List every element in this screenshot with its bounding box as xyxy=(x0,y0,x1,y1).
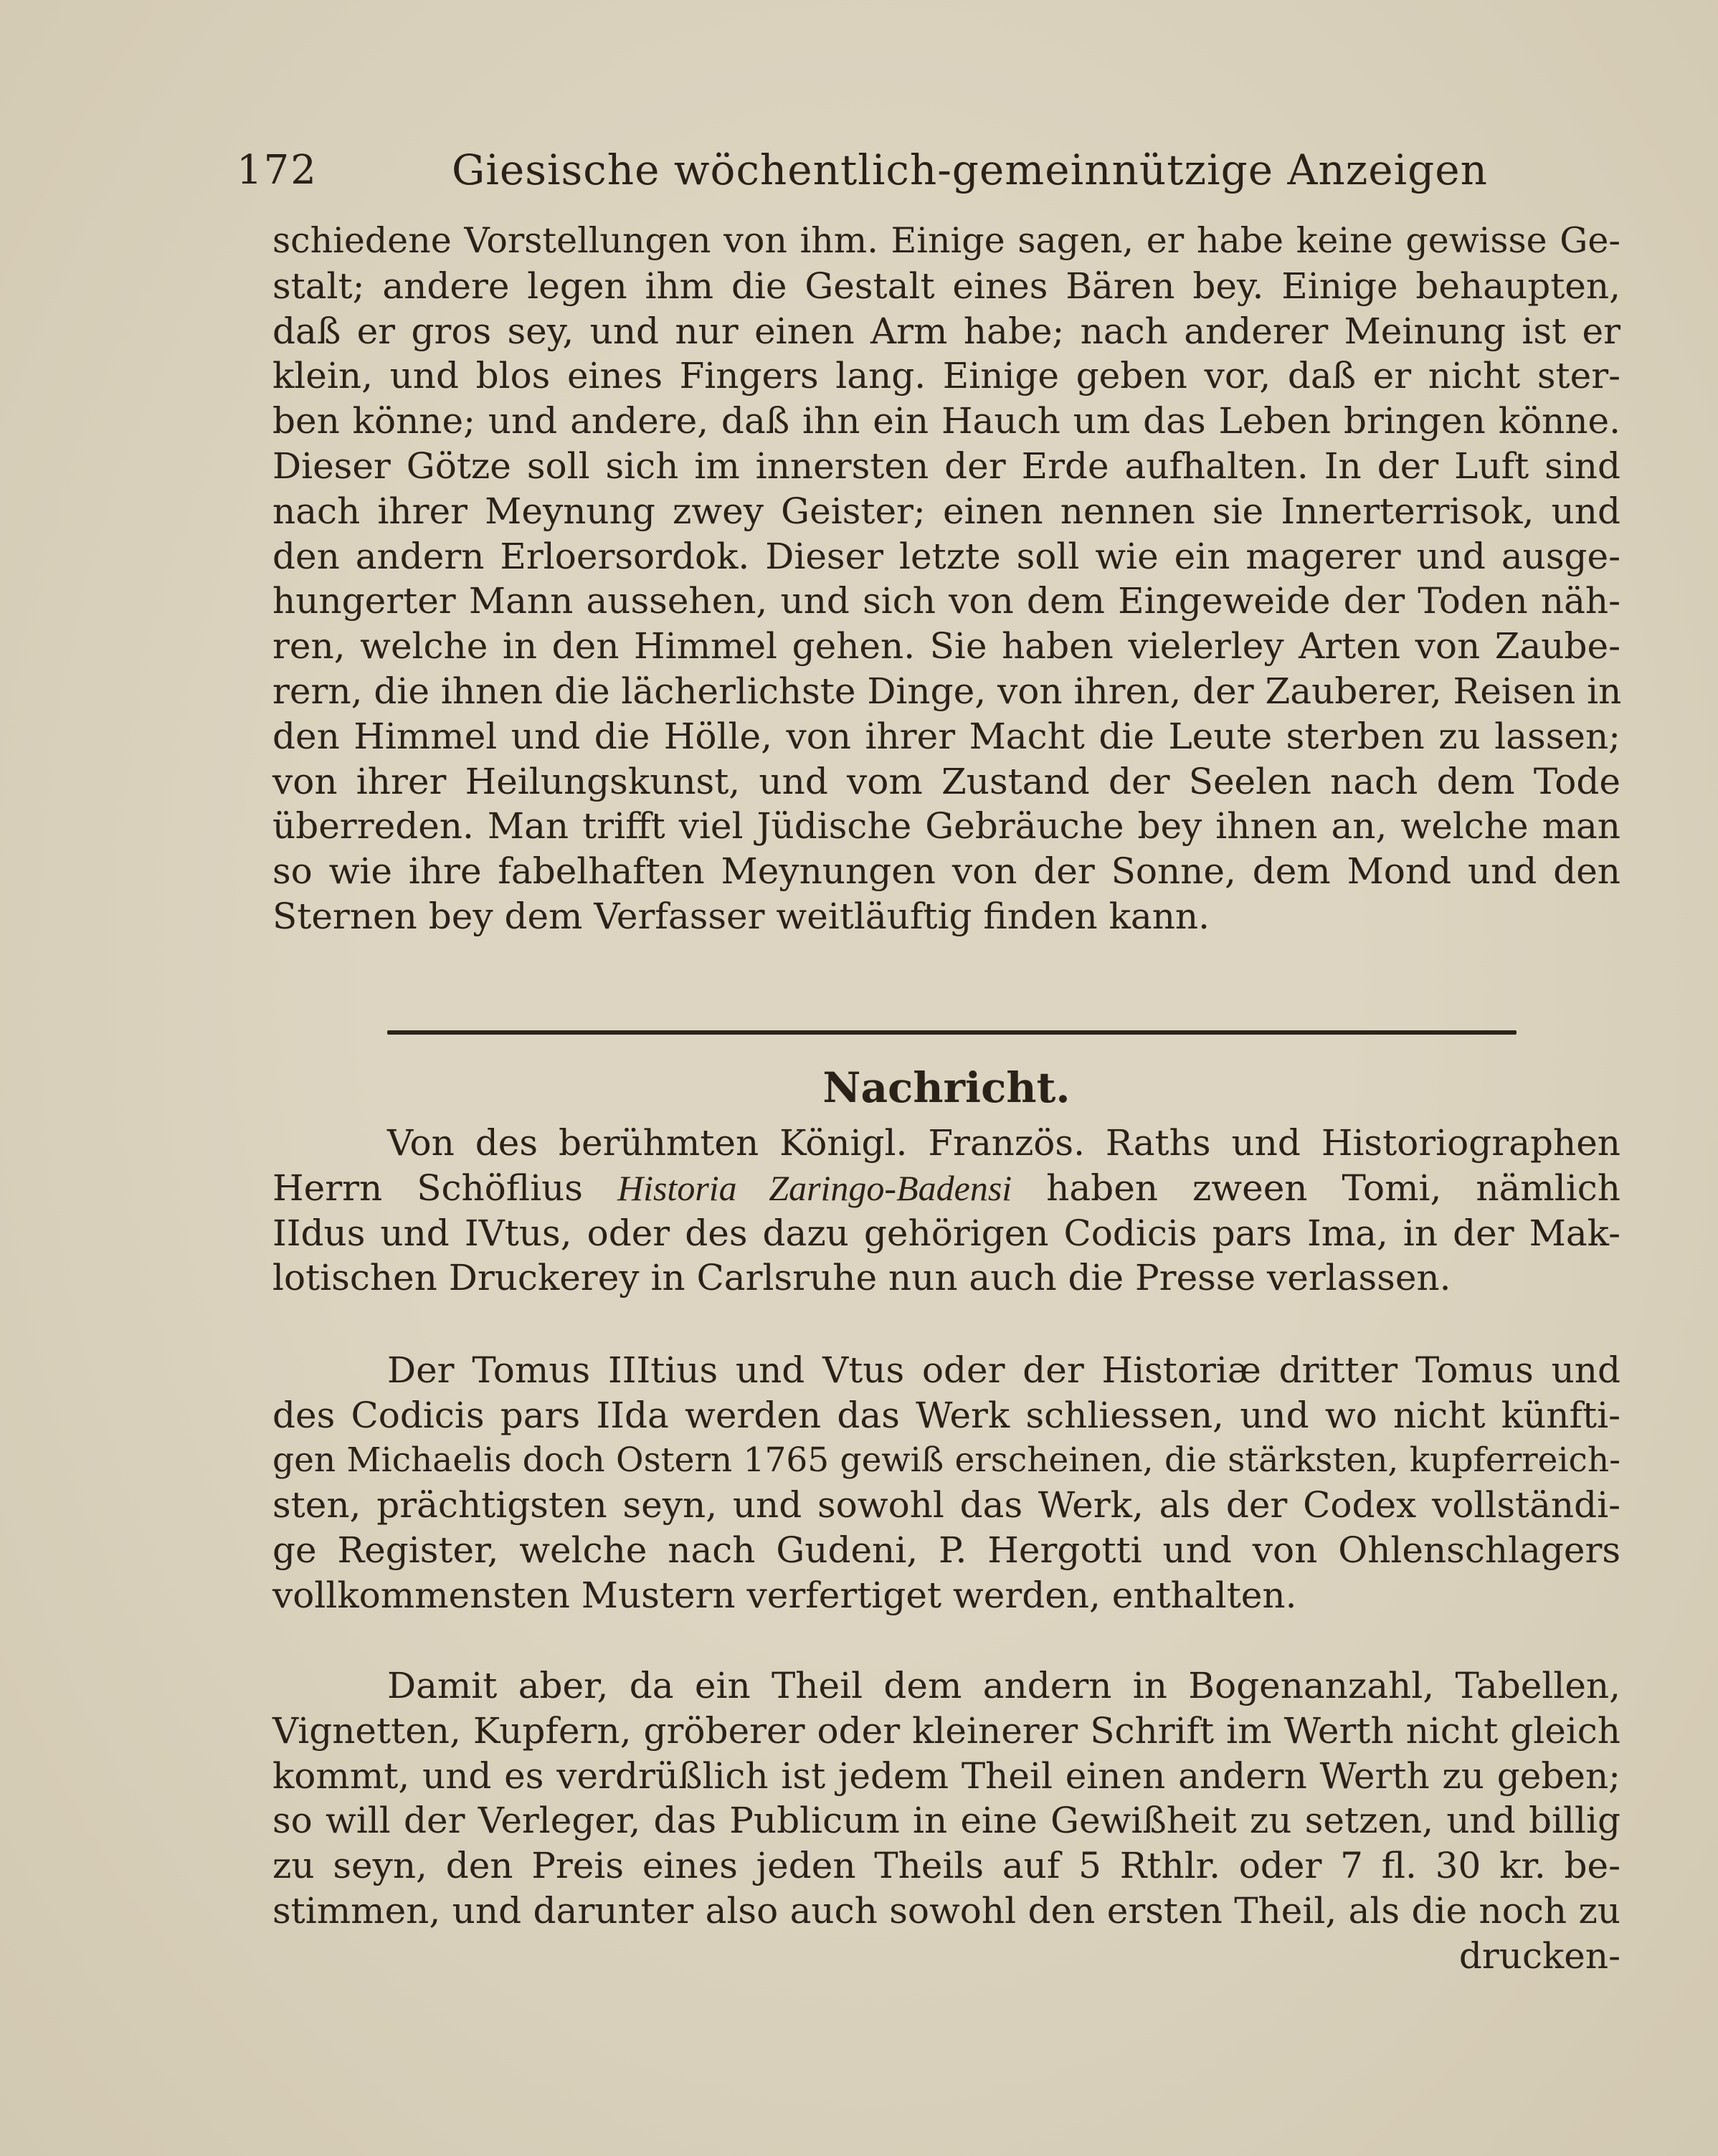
text-line: stalt; andere legen ihm die Gestalt eines Bären bey. Einige behaupten, xyxy=(272,265,1620,307)
text-line: so wie ihre fabelhaften Meynungen von der Sonne, dem Mond und den xyxy=(272,850,1620,893)
text-line: ben könne; und andere, daß ihn ein Hauch um das Leben bringen könne. xyxy=(272,400,1620,442)
text-line: überreden. Man trifft viel Jüdische Gebräuche bey ihnen an, welche man xyxy=(272,805,1620,847)
notice-paragraph-1 xyxy=(272,1121,1620,1301)
text-line: kommt, und es verdrüßlich ist jedem Theil einen andern Werth zu geben; xyxy=(272,1754,1620,1797)
notice-heading: Nachricht. xyxy=(822,1063,1071,1112)
text-line: Dieser Götze soll sich im innersten der Erde aufhalten. In der Luft sind xyxy=(272,445,1620,487)
text-line: klein, und blos eines Fingers lang. Einige geben vor, daß er nicht ster- xyxy=(272,355,1620,397)
text-fragment: Herrn Schöflius xyxy=(272,1167,583,1209)
text-line: ren, welche in den Himmel gehen. Sie haben vielerley Arten von Zaube- xyxy=(272,625,1620,668)
text-fragment: haben zween Tomi, nämlich xyxy=(1046,1167,1620,1209)
text-line: ge Register, welche nach Gudeni, P. Hergotti und von Ohlenschlagers xyxy=(272,1529,1620,1572)
article-continuation xyxy=(272,219,1620,939)
text-line: gen Michaelis doch Ostern 1765 gewiß erscheinen, die stärksten, kupferreich- xyxy=(272,1440,1620,1480)
text-line: sten, prächtigsten seyn, und sowohl das Werk, als der Codex vollständi- xyxy=(272,1484,1620,1526)
text-line: den andern Erloersordok. Dieser letzte soll wie ein magerer und ausge- xyxy=(272,535,1620,577)
notice-paragraph-2 xyxy=(272,1348,1620,1618)
running-title: Giesische wöchentlich-gemeinnützige Anzeigen xyxy=(452,146,1488,194)
text-line: Der Tomus IIItius und Vtus oder der Historiæ dritter Tomus und xyxy=(387,1349,1620,1391)
text-line: daß er gros sey, und nur einen Arm habe; nach anderer Meinung ist er xyxy=(272,310,1620,352)
text-line: so will der Verleger, das Publicum in eine Gewißheit zu setzen, und billig xyxy=(272,1800,1620,1842)
section-divider xyxy=(387,1030,1517,1035)
italic-title: Historia Zaringo-Badensi xyxy=(617,1167,1012,1208)
text-line: vollkommensten Mustern verfertiget werden, enthalten. xyxy=(272,1574,1297,1616)
text-line: lotischen Druckerey in Carlsruhe nun auch die Presse verlassen. xyxy=(272,1257,1451,1299)
catchword: drucken- xyxy=(1458,1934,1620,1977)
text-line: von ihrer Heilungskunst, und vom Zustand der Seelen nach dem Tode xyxy=(272,760,1620,802)
text-line xyxy=(272,1166,1620,1211)
text-line: des Codicis pars IIda werden das Werk schliessen, und wo nicht künfti- xyxy=(272,1394,1620,1436)
text-line: Sternen bey dem Verfasser weitläuftig finden kann. xyxy=(272,895,1210,937)
page-number: 172 xyxy=(237,147,318,194)
text-line: den Himmel und die Hölle, von ihrer Macht die Leute sterben zu lassen; xyxy=(272,715,1620,757)
text-line: stimmen, und darunter also auch sowohl den ersten Theil, als die noch zu xyxy=(272,1889,1620,1932)
text-line: nach ihrer Meynung zwey Geister; einen nennen sie Innerterrisok, und xyxy=(272,490,1620,532)
text-line: hungerter Mann aussehen, und sich von dem Eingeweide der Toden näh- xyxy=(272,580,1620,622)
text-line: IIdus und IVtus, oder des dazu gehörigen Codicis pars Ima, in der Mak- xyxy=(272,1212,1620,1254)
page-header xyxy=(237,140,1488,197)
text-line: rern, die ihnen die lächerlichste Dinge, von ihren, der Zauberer, Reisen in xyxy=(272,670,1622,712)
notice-paragraph-3 xyxy=(272,1663,1620,1979)
text-line: Von des berühmten Königl. Französ. Raths und Historiographen xyxy=(387,1122,1620,1164)
text-line: Damit aber, da ein Theil dem andern in Bogenanzahl, Tabellen, xyxy=(387,1665,1620,1706)
text-line: schiedene Vorstellungen von ihm. Einige sagen, er habe keine gewisse Ge- xyxy=(272,220,1620,261)
text-line: zu seyn, den Preis eines jeden Theils auf 5 Rthlr. oder 7 fl. 30 kr. be- xyxy=(272,1845,1620,1887)
text-line: Vignetten, Kupfern, gröberer oder kleinerer Schrift im Werth nicht gleich xyxy=(272,1709,1620,1752)
